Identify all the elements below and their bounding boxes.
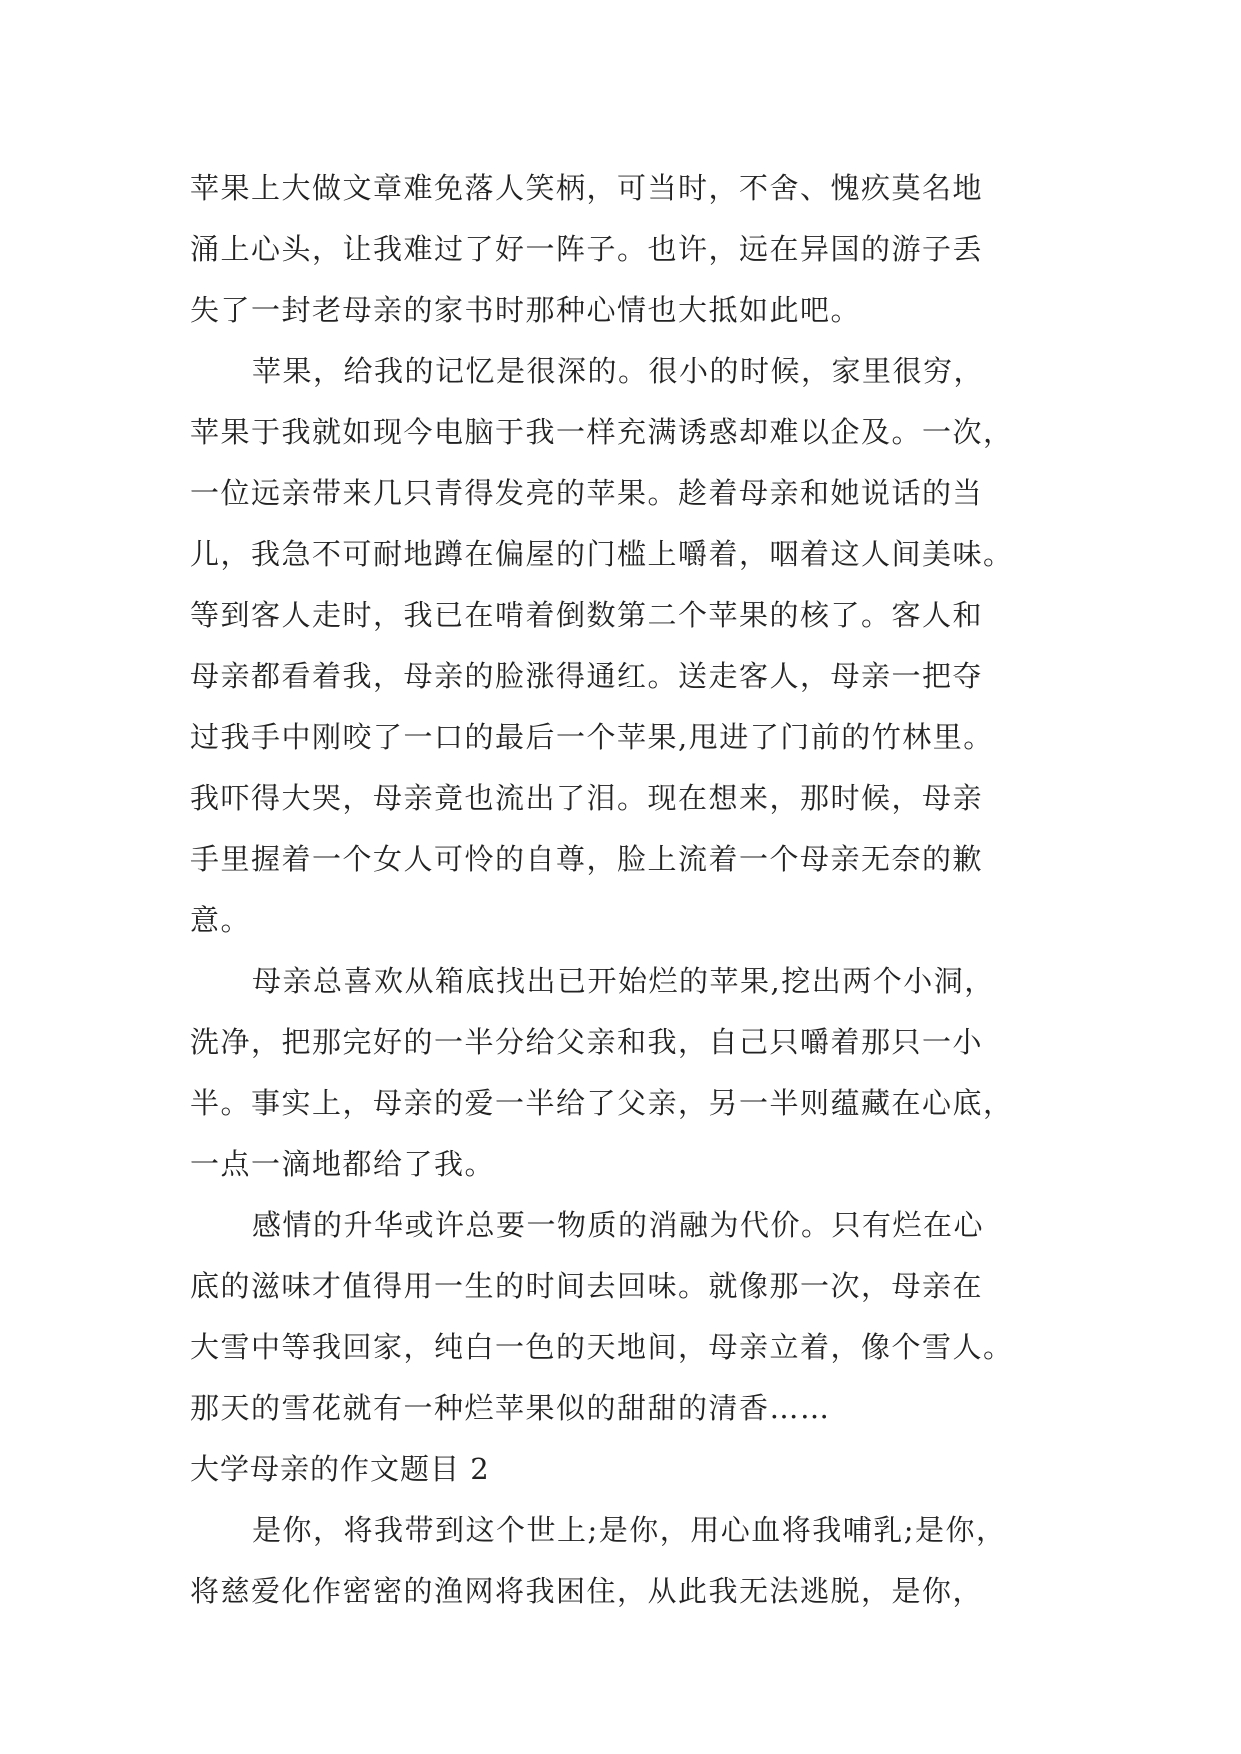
text-line: 一位远亲带来几只青得发亮的苹果。趁着母亲和她说话的当	[190, 476, 984, 510]
text-line: 半。事实上，母亲的爱一半给了父亲，另一半则蕴藏在心底，	[190, 1086, 1014, 1120]
text-line: 苹果于我就如现今电脑于我一样充满诱惑却难以企及。一次，	[190, 415, 1014, 449]
text-line: 一点一滴地都给了我。	[190, 1147, 496, 1181]
text-line: 那天的雪花就有一种烂苹果似的甜甜的清香……	[190, 1391, 831, 1425]
text-line: 苹果上大做文章难免落人笑柄，可当时，不舍、愧疚莫名地	[190, 171, 984, 205]
section-heading: 大学母亲的作文题目 2	[190, 1452, 490, 1486]
document-body	[190, 158, 1060, 1622]
paragraph-start-line: 母亲总喜欢从箱底找出已开始烂的苹果,挖出两个小洞，	[252, 964, 995, 998]
text-line: 洗净，把那完好的一半分给父亲和我，自己只嚼着那只一小	[190, 1025, 984, 1059]
text-line: 涌上心头，让我难过了好一阵子。也许，远在异国的游子丢	[190, 232, 984, 266]
text-line: 大雪中等我回家，纯白一色的天地间，母亲立着，像个雪人。	[190, 1330, 1014, 1364]
text-line: 等到客人走时，我已在啃着倒数第二个苹果的核了。客人和	[190, 598, 984, 632]
text-line: 底的滋味才值得用一生的时间去回味。就像那一次，母亲在	[190, 1269, 984, 1303]
text-line: 儿，我急不可耐地蹲在偏屋的门槛上嚼着，咽着这人间美味。	[190, 537, 1014, 571]
text-line: 我吓得大哭，母亲竟也流出了泪。现在想来，那时候，母亲	[190, 781, 984, 815]
text-line: 失了一封老母亲的家书时那种心情也大抵如此吧。	[190, 293, 862, 327]
paragraph-start-line: 感情的升华或许总要一物质的消融为代价。只有烂在心	[252, 1208, 985, 1242]
text-line: 意。	[190, 903, 252, 937]
text-line: 过我手中刚咬了一口的最后一个苹果,甩进了门前的竹林里。	[190, 720, 994, 754]
text-line: 将慈爱化作密密的渔网将我困住，从此我无法逃脱，是你，	[190, 1574, 984, 1608]
text-line: 母亲都看着我，母亲的脸涨得通红。送走客人，母亲一把夺	[190, 659, 984, 693]
paragraph-start-line: 是你，将我带到这个世上;是你，用心血将我哺乳;是你，	[252, 1513, 1007, 1547]
paragraph-start-line: 苹果，给我的记忆是很深的。很小的时候，家里很穷，	[252, 354, 985, 388]
text-line: 手里握着一个女人可怜的自尊，脸上流着一个母亲无奈的歉	[190, 842, 984, 876]
